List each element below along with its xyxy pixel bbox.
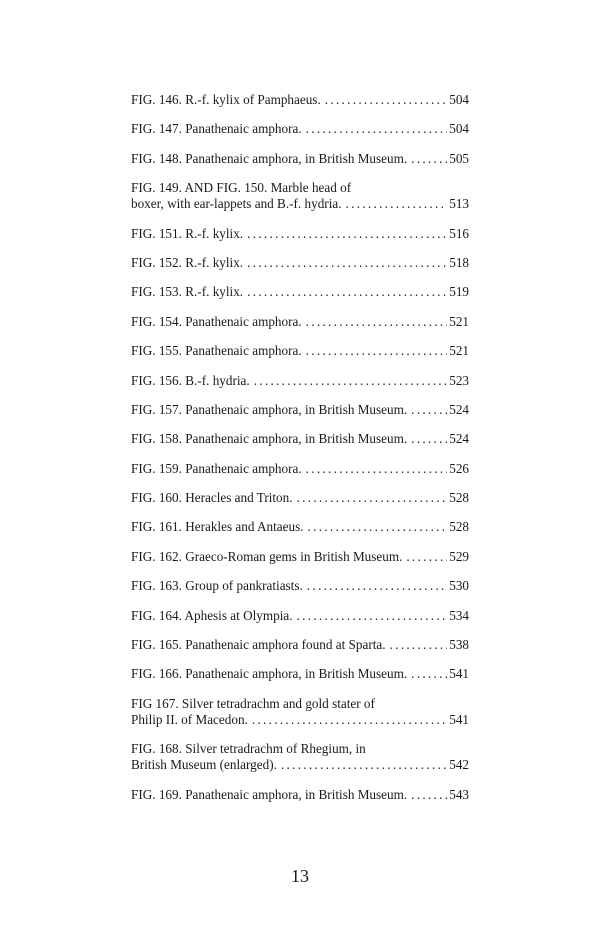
entry-caption: FIG. 158. Panathenaic amphora, in British Museum. [131,431,408,447]
entry-caption: Philip II. of Macedon. [131,711,248,727]
dot-leader [247,255,447,271]
entry-caption: FIG. 148. Panathenaic amphora, in British Museum. [131,150,408,166]
dot-leader [411,787,447,803]
entry-page-number: 543 [449,786,469,802]
list-item [131,608,469,624]
entry-caption-first-line: FIG. 149. AND FIG. 150. Marble head of [131,180,352,196]
entry-caption: FIG. 146. R.-f. kylix of Pamphaeus. [131,92,321,107]
entry-page-number: 541 [449,666,469,682]
list-item [131,549,469,565]
entry-caption: FIG. 166. Panathenaic amphora, in British Museum. [131,666,408,682]
entry-page-number: 518 [449,254,469,270]
entry-line [131,666,469,682]
entry-line [131,343,469,359]
entry-caption: FIG. 169. Panathenaic amphora, in British Museum. [131,786,408,802]
entry-page-number: 521 [449,343,469,359]
dot-leader [411,402,447,418]
dot-leader [247,284,447,300]
entry-caption: British Museum (enlarged). [131,757,277,773]
dot-leader [306,461,448,477]
list-item [131,490,469,506]
entry-line [131,402,469,418]
entry-page-number: 534 [449,607,469,623]
dot-leader [307,578,447,594]
entry-line [131,490,469,506]
list-item [131,180,469,212]
entry-line [131,151,469,167]
dot-leader [308,519,448,535]
entry-page-number: 505 [449,150,469,166]
entry-page-number: 524 [449,401,469,417]
entry-caption: FIG. 155. Panathenaic amphora. [131,343,302,359]
entry-line [131,608,469,624]
list-item [131,343,469,359]
list-item [131,578,469,594]
dot-leader [390,637,448,653]
entry-caption: FIG. 161. Herakles and Antaeus. [131,519,304,535]
entry-page-number: 528 [449,490,469,506]
list-item [131,519,469,535]
entry-caption: FIG. 152. R.-f. kylix. [131,254,244,270]
entry-page-number: 528 [449,519,469,535]
entry-line [131,284,469,300]
list-item [131,666,469,682]
entry-line [131,549,469,565]
entry-page-number: 529 [449,548,469,564]
entry-caption: FIG. 147. Panathenaic amphora. [131,121,302,137]
entry-caption: FIG. 154. Panathenaic amphora. [131,313,302,329]
dot-leader [406,549,447,565]
dot-leader [411,666,447,682]
dot-leader [325,92,447,108]
entry-caption: FIG. 163. Group of pankratiasts. [131,578,303,594]
entry-line [131,196,469,212]
dot-leader [346,196,448,212]
entry-line [131,226,469,242]
dot-leader [297,490,448,506]
entry-line [131,519,469,535]
entry-page-number: 526 [449,460,469,476]
dot-leader [281,757,447,773]
page-number: 13 [291,866,309,886]
entry-caption: FIG. 151. R.-f. kylix. [131,225,244,241]
entry-caption: boxer, with ear-lappets and B.-f. hydria. [131,196,342,212]
entry-caption: FIG. 159. Panathenaic amphora. [131,460,302,476]
entry-line [131,461,469,477]
dot-leader [247,226,447,242]
entry-page-number: 523 [449,372,469,388]
entry-line [131,787,469,803]
entry-page-number: 541 [449,711,469,727]
list-item [131,314,469,330]
dot-leader [297,608,448,624]
entry-line [131,757,469,773]
entry-line [131,578,469,594]
list-item [131,461,469,477]
list-item [131,226,469,242]
entry-line [131,637,469,653]
entry-caption: FIG. 153. R.-f. kylix. [131,284,244,300]
list-item [131,402,469,418]
dot-leader [411,431,447,447]
entry-line [131,255,469,271]
dot-leader [306,343,448,359]
entry-caption: FIG. 157. Panathenaic amphora, in British Museum. [131,401,408,417]
entry-page-number: 516 [449,225,469,241]
entry-line [131,431,469,447]
list-item [131,151,469,167]
entry-page-number: 504 [449,121,469,137]
entry-line [131,121,469,137]
dot-leader [252,712,447,728]
list-of-illustrations [131,92,469,816]
list-item [131,121,469,137]
list-item [131,284,469,300]
entry-page-number: 538 [449,637,469,653]
list-item [131,696,469,728]
list-item [131,373,469,389]
entry-page-number: 521 [449,313,469,329]
entry-caption-first-line: FIG. 168. Silver tetradrachm of Rhegium, in [131,741,366,757]
entry-caption: FIG. 165. Panathenaic amphora found at Sparta. [131,637,386,653]
entry-line [131,314,469,330]
entry-caption: FIG. 162. Graeco-Roman gems in British Museum. [131,548,403,564]
entry-caption-first-line: FIG 167. Silver tetradrachm and gold stater of [131,695,375,711]
list-item [131,787,469,803]
entry-caption: FIG. 160. Heracles and Triton. [131,490,293,506]
dot-leader [306,121,448,137]
dot-leader [306,314,448,330]
entry-page-number: 542 [449,757,469,773]
entry-page-number: 524 [449,431,469,447]
entry-caption: FIG. 164. Aphesis at Olympia. [131,607,293,623]
list-item [131,431,469,447]
entry-page-number: 519 [449,284,469,300]
dot-leader [254,373,448,389]
entry-page-number: 513 [449,196,469,212]
entry-line [131,92,469,108]
list-item [131,92,469,108]
entry-page-number: 504 [449,92,469,107]
entry-caption: FIG. 156. B.-f. hydria. [131,372,250,388]
entry-line [131,712,469,728]
list-item [131,255,469,271]
dot-leader [411,151,447,167]
entry-line [131,373,469,389]
entry-page-number: 530 [449,578,469,594]
list-item [131,637,469,653]
list-item [131,741,469,773]
